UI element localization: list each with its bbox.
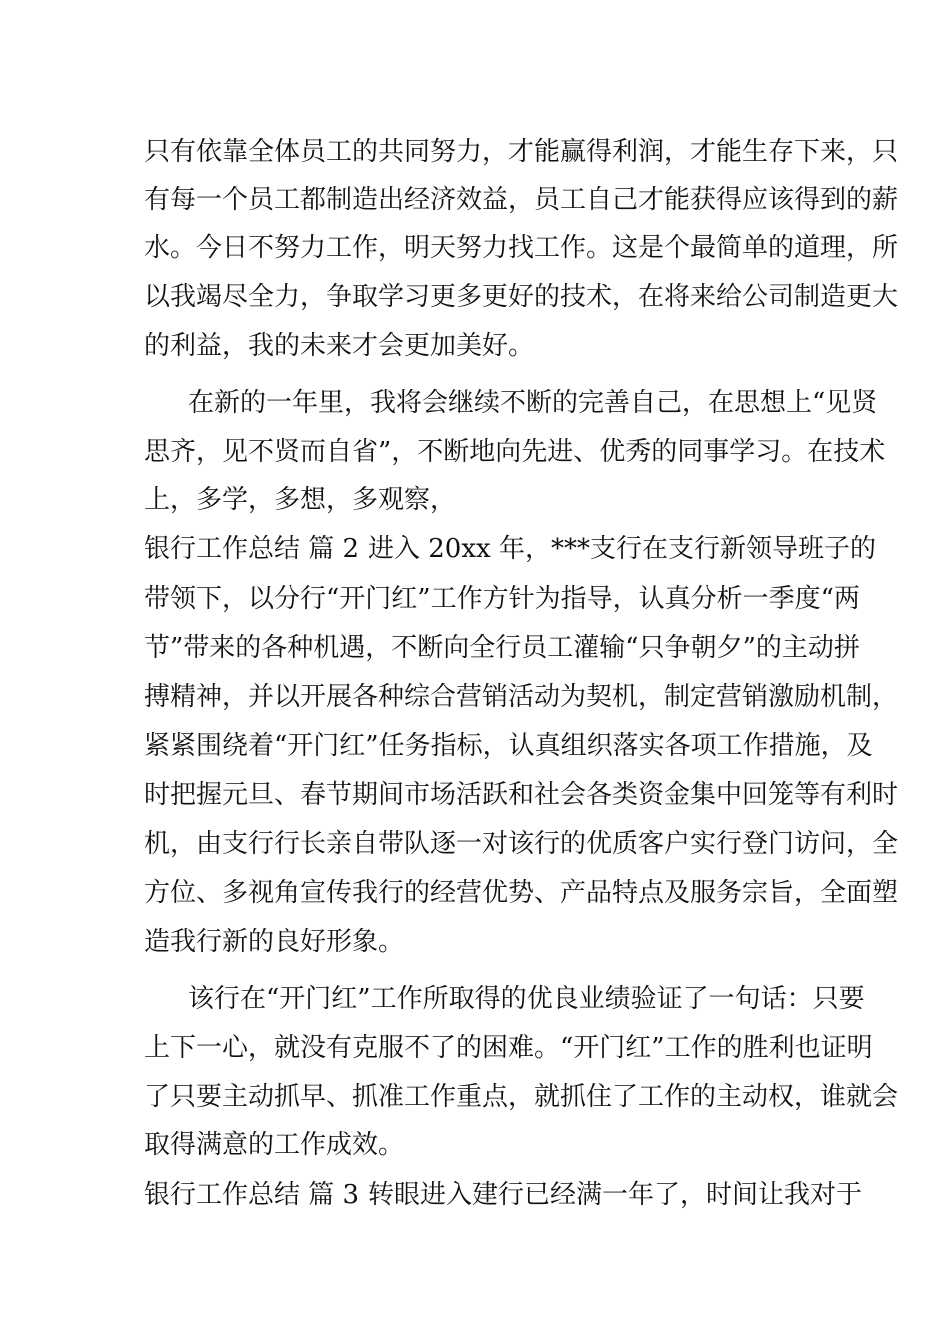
text-line: 上下一心，就没有克服不了的困难。“开门红”工作的胜利也证明 bbox=[144, 1033, 873, 1063]
text-line: 取得满意的工作成效。 bbox=[144, 1130, 405, 1160]
text-line: 造我行新的良好形象。 bbox=[144, 927, 405, 957]
text-line: 紧紧围绕着“开门红”任务指标，认真组织落实各项工作措施，及 bbox=[144, 731, 873, 761]
section-title: 银行工作总结 篇 3 bbox=[144, 1180, 360, 1210]
text-line: 上，多学，多想，多观察， bbox=[144, 485, 457, 515]
section-title: 银行工作总结 篇 2 bbox=[144, 534, 360, 564]
text-line: 在新的一年里，我将会继续不断的完善自己，在思想上“见贤 bbox=[188, 388, 878, 418]
text-line: 以我竭尽全力，争取学习更多更好的技术，在将来给公司制造更大 bbox=[144, 282, 899, 312]
text-line: 水。今日不努力工作，明天努力找工作。这是个最简单的道理，所 bbox=[144, 233, 899, 263]
text-line: 方位、多视角宣传我行的经营优势、产品特点及服务宗旨，全面塑 bbox=[144, 878, 899, 908]
text-line: 了只要主动抓早、抓准工作重点，就抓住了工作的主动权，谁就会 bbox=[144, 1082, 899, 1112]
text-line: 只有依靠全体员工的共同努力，才能赢得利润，才能生存下来，只 bbox=[144, 137, 899, 167]
section-heading-line bbox=[144, 1171, 863, 1219]
text-line: 节”带来的各种机遇，不断向全行员工灌输“只争朝夕”的主动拼 bbox=[144, 633, 860, 663]
text-line: 时把握元旦、春节期间市场活跃和社会各类资金集中回笼等有利时 bbox=[144, 780, 899, 810]
section-first-line: 进入 20xx 年，***支行在支行新领导班子的 bbox=[368, 534, 876, 564]
section-heading-line bbox=[144, 525, 876, 573]
text-line: 机，由支行行长亲自带队逐一对该行的优质客户实行登门访问，全 bbox=[144, 829, 899, 859]
text-line: 该行在“开门红”工作所取得的优良业绩验证了一句话：只要 bbox=[188, 984, 865, 1014]
section-first-line: 转眼进入建行已经满一年了，时间让我对于 bbox=[368, 1180, 863, 1210]
text-line: 思齐，见不贤而自省”，不断地向先进、优秀的同事学习。在技术 bbox=[144, 437, 886, 467]
text-line: 的利益，我的未来才会更加美好。 bbox=[144, 331, 535, 361]
text-line: 有每一个员工都制造出经济效益，员工自己才能获得应该得到的薪 bbox=[144, 185, 899, 215]
text-line: 带领下，以分行“开门红”工作方针为指导，认真分析一季度“两 bbox=[144, 584, 860, 614]
text-line: 搏精神，并以开展各种综合营销活动为契机，制定营销激励机制， bbox=[144, 682, 899, 712]
